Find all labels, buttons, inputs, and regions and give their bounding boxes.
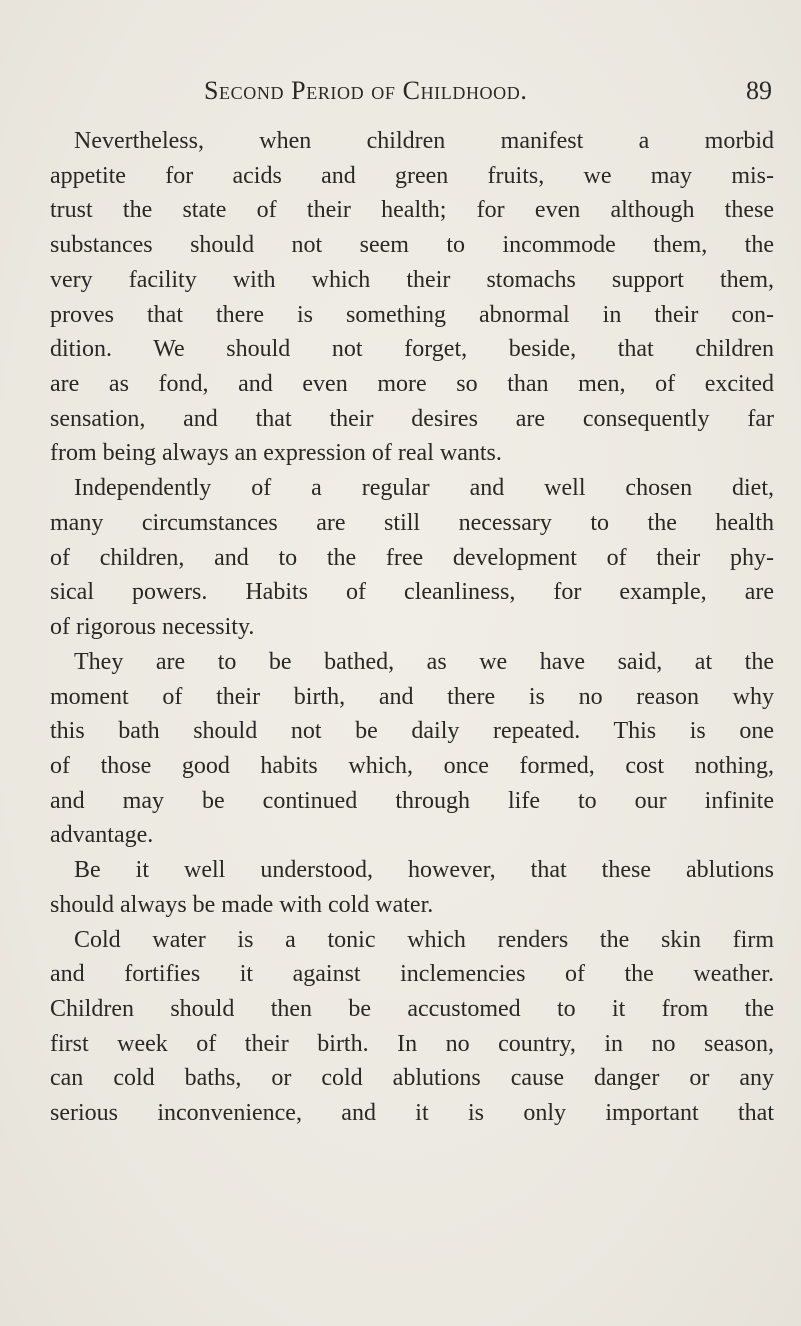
text-line: advantage. xyxy=(50,822,154,849)
text-line: appetite for acids and green fruits, we may mis- xyxy=(50,162,774,189)
text-line: can cold baths, or cold ablutions cause danger or any xyxy=(50,1065,774,1092)
text-line: are as fond, and even more so than men, of excited xyxy=(50,371,774,398)
text-line: of those good habits which, once formed, cost nothing, xyxy=(50,752,774,779)
text-line: Be it well understood, however, that these ablutions xyxy=(74,857,774,884)
text-line: many circumstances are still necessary to the health xyxy=(50,509,774,536)
text-line: Cold water is a tonic which renders the skin firm xyxy=(74,926,774,953)
running-title: Second Period of Childhood. xyxy=(204,76,528,105)
text-line: They are to be bathed, as we have said, at the xyxy=(74,648,774,675)
text-line: from being always an expression of real wants. xyxy=(50,440,502,467)
page-number: 89 xyxy=(746,76,772,105)
text-line: sensation, and that their desires are consequently far xyxy=(50,405,774,432)
running-head xyxy=(52,76,772,116)
text-line: of children, and to the free development of their phy- xyxy=(50,544,774,571)
text-line: Independently of a regular and well chosen diet, xyxy=(74,475,774,502)
text-line: should always be made with cold water. xyxy=(50,891,434,918)
text-line: dition. We should not forget, beside, that children xyxy=(50,336,774,363)
text-line: trust the state of their health; for even although these xyxy=(50,197,774,224)
text-line: and may be continued through life to our infinite xyxy=(50,787,774,814)
body-text xyxy=(50,124,774,1131)
text-line: moment of their birth, and there is no reason why xyxy=(50,683,774,710)
text-line: very facility with which their stomachs support them, xyxy=(50,266,774,293)
text-line: and fortifies it against inclemencies of the weather. xyxy=(50,961,774,988)
text-line: Children should then be accustomed to it from the xyxy=(50,995,774,1022)
text-line: first week of their birth. In no country, in no season, xyxy=(50,1030,774,1057)
text-line: proves that there is something abnormal in their con- xyxy=(50,301,774,328)
text-line: substances should not seem to incommode them, the xyxy=(50,232,774,259)
text-line: sical powers. Habits of cleanliness, for example, are xyxy=(50,579,774,606)
text-line: Nevertheless, when children manifest a morbid xyxy=(74,128,774,154)
text-line: this bath should not be daily repeated. This is one xyxy=(50,718,774,745)
text-line: serious inconvenience, and it is only important that xyxy=(50,1100,774,1127)
text-line: of rigorous necessity. xyxy=(50,614,255,641)
